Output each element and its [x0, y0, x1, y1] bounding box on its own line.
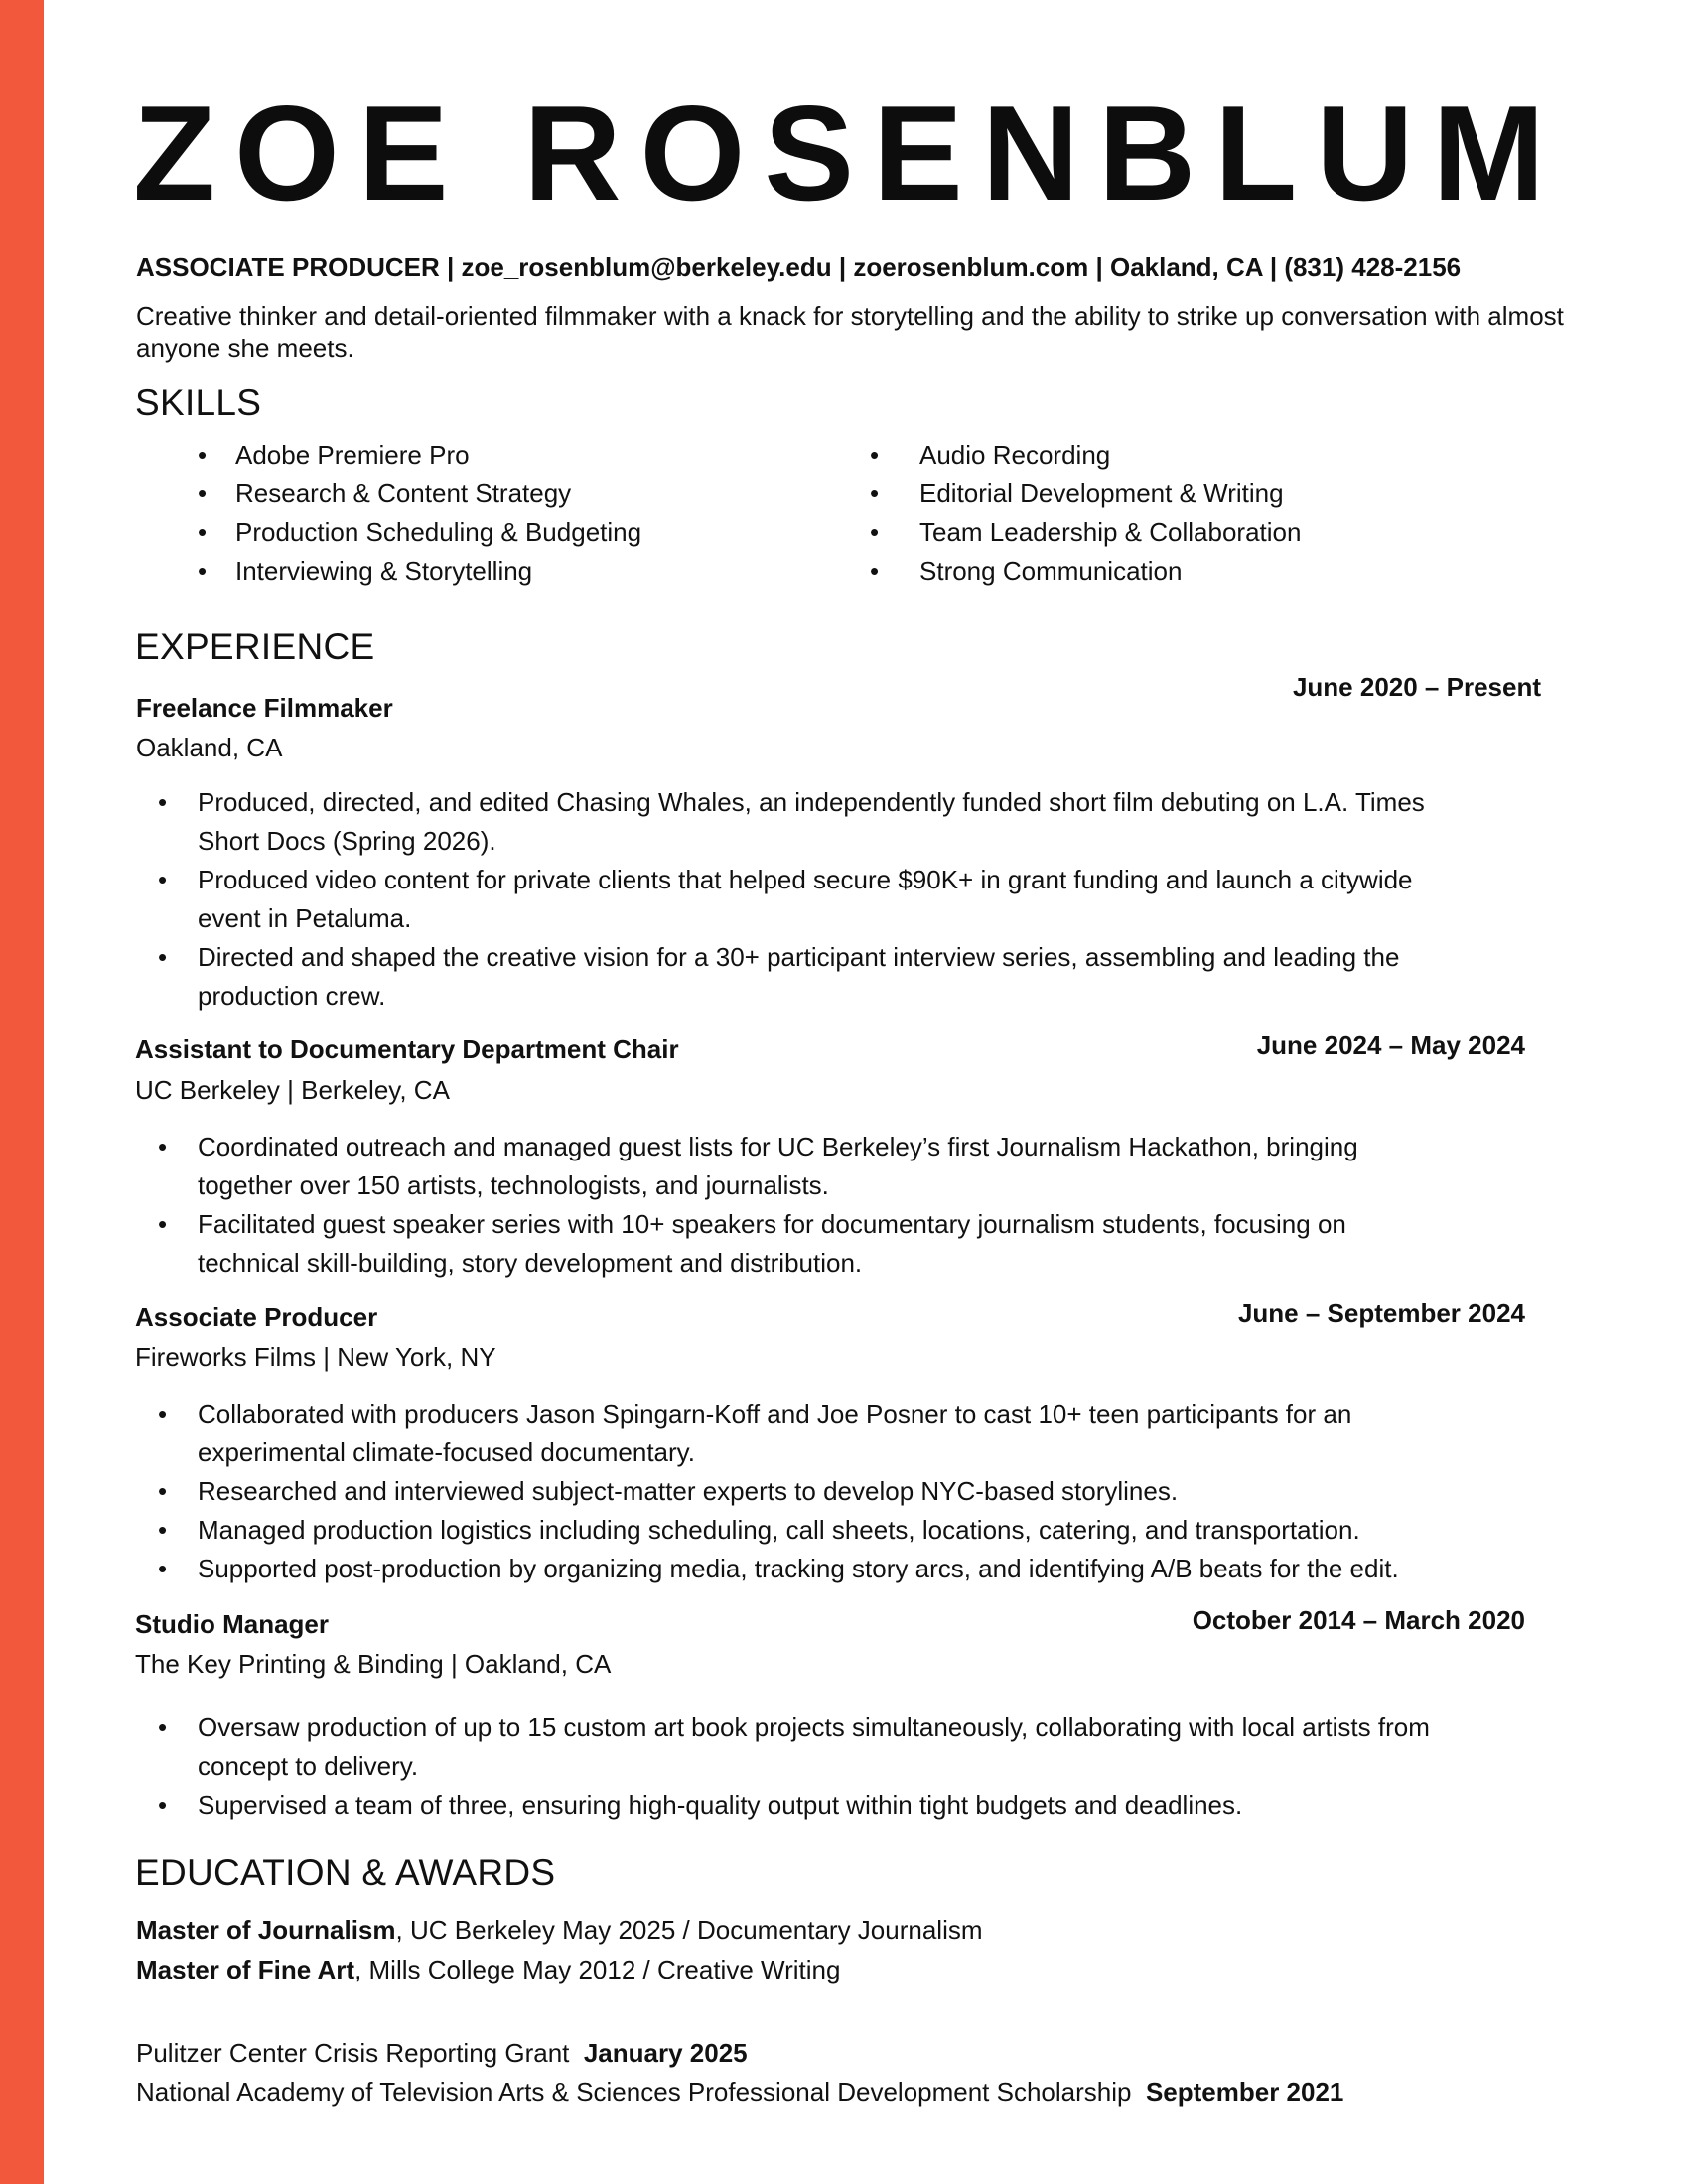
skills-heading: SKILLS	[135, 382, 262, 423]
award-date: September 2021	[1145, 2077, 1344, 2107]
award-line	[136, 2037, 748, 2069]
job-org: UC Berkeley | Berkeley, CA	[135, 1075, 450, 1105]
bullet-icon: •	[158, 1399, 168, 1429]
job-title: Associate Producer	[135, 1302, 378, 1332]
bullet-icon: •	[158, 1476, 168, 1506]
bullet-icon: •	[870, 440, 880, 470]
skill-item: Adobe Premiere Pro	[235, 440, 470, 470]
bullet-icon: •	[198, 556, 208, 586]
bullet-text: Produced video content for private clients that helped secure $90K+ in grant funding and launch a citywide	[198, 865, 1413, 894]
bullet-text: Researched and interviewed subject-matter experts to develop NYC-based storylines.	[198, 1476, 1179, 1506]
bullet-text: Short Docs (Spring 2026).	[198, 826, 496, 856]
bullet-text: production crew.	[198, 981, 386, 1011]
accent-bar	[0, 0, 44, 2184]
job-org: The Key Printing & Binding | Oakland, CA	[135, 1649, 612, 1679]
award-name: Pulitzer Center Crisis Reporting Grant	[136, 2038, 570, 2068]
job-date: October 2014 – March 2020	[1192, 1605, 1525, 1635]
bullet-icon: •	[870, 478, 880, 508]
bullet-icon: •	[158, 1554, 168, 1583]
degree-line	[136, 1914, 983, 1946]
degree-name: Master of Fine Art	[136, 1955, 355, 1984]
job-title: Assistant to Documentary Department Chair	[135, 1034, 679, 1064]
bullet-text: together over 150 artists, technologists, and journalists.	[198, 1170, 829, 1200]
bullet-text: Managed production logistics including scheduling, call sheets, locations, catering, and transportation.	[198, 1515, 1360, 1545]
job-date: June 2020 – Present	[1292, 672, 1541, 702]
award-line	[136, 2076, 1343, 2108]
award-name: National Academy of Television Arts & Sciences Professional Development Scholarship	[136, 2077, 1132, 2107]
bullet-icon: •	[158, 787, 168, 817]
bullet-icon: •	[158, 1515, 168, 1545]
bullet-icon: •	[158, 1132, 168, 1161]
bullet-icon: •	[158, 1209, 168, 1239]
name-title: ZOE ROSENBLUM	[133, 77, 1564, 228]
bullet-icon: •	[870, 517, 880, 547]
skill-item: Production Scheduling & Budgeting	[235, 517, 642, 547]
bullet-text: Directed and shaped the creative vision for a 30+ participant interview series, assembling and leading the	[198, 942, 1400, 972]
job-org: Fireworks Films | New York, NY	[135, 1342, 496, 1372]
bullet-text: Facilitated guest speaker series with 10+ speakers for documentary journalism students, focusing on	[198, 1209, 1346, 1239]
award-date: January 2025	[583, 2038, 748, 2068]
job-title: Studio Manager	[135, 1609, 330, 1639]
bullet-text: technical skill-building, story development and distribution.	[198, 1248, 863, 1278]
bullet-text: Produced, directed, and edited Chasing Whales, an independently funded short film debuting on L.A. Times	[198, 787, 1425, 817]
bullet-text: Oversaw production of up to 15 custom art book projects simultaneously, collaborating with local artists from	[198, 1712, 1430, 1742]
summary: Creative thinker and detail-oriented filmmaker with a knack for storytelling and the ability to strike up conversation with almost anyone she meets.	[136, 301, 1564, 363]
job-title: Freelance Filmmaker	[136, 693, 393, 723]
degree-detail: , Mills College May 2012 / Creative Writing	[354, 1955, 841, 1984]
bullet-icon: •	[158, 942, 168, 972]
job-date: June – September 2024	[1237, 1298, 1525, 1328]
skill-item: Audio Recording	[919, 440, 1111, 470]
bullet-icon: •	[198, 440, 208, 470]
bullet-text: Collaborated with producers Jason Spingarn-Koff and Joe Posner to cast 10+ teen participants for an	[198, 1399, 1352, 1429]
skill-item: Team Leadership & Collaboration	[919, 517, 1302, 547]
bullet-icon: •	[158, 865, 168, 894]
bullet-text: Supervised a team of three, ensuring high-quality output within tight budgets and deadlines.	[198, 1790, 1243, 1820]
bullet-icon: •	[198, 478, 208, 508]
bullet-icon: •	[198, 517, 208, 547]
bullet-text: event in Petaluma.	[198, 903, 412, 933]
skill-item: Research & Content Strategy	[235, 478, 572, 508]
bullet-icon: •	[870, 556, 880, 586]
job-date: June 2024 – May 2024	[1256, 1030, 1525, 1060]
skill-item: Interviewing & Storytelling	[235, 556, 533, 586]
bullet-icon: •	[158, 1790, 168, 1820]
bullet-text: experimental climate-focused documentary.	[198, 1437, 695, 1467]
skill-item: Strong Communication	[919, 556, 1183, 586]
bullet-text: Supported post-production by organizing media, tracking story arcs, and identifying A/B beats for the edit.	[198, 1554, 1399, 1583]
bullet-text: concept to delivery.	[198, 1751, 419, 1781]
bullet-text: Coordinated outreach and managed guest lists for UC Berkeley’s first Journalism Hackathon, bringing	[198, 1132, 1358, 1161]
job-org: Oakland, CA	[136, 733, 283, 762]
degree-name: Master of Journalism	[136, 1915, 396, 1945]
degree-line	[136, 1954, 840, 1985]
degree-detail: , UC Berkeley May 2025 / Documentary Journalism	[395, 1915, 983, 1945]
experience-heading: EXPERIENCE	[135, 626, 375, 667]
contact-line: ASSOCIATE PRODUCER | zoe_rosenblum@berkeley.edu | zoerosenblum.com | Oakland, CA | (831) 428-2156	[136, 252, 1462, 282]
skill-item: Editorial Development & Writing	[919, 478, 1284, 508]
education-heading: EDUCATION & AWARDS	[135, 1852, 556, 1893]
bullet-icon: •	[158, 1712, 168, 1742]
